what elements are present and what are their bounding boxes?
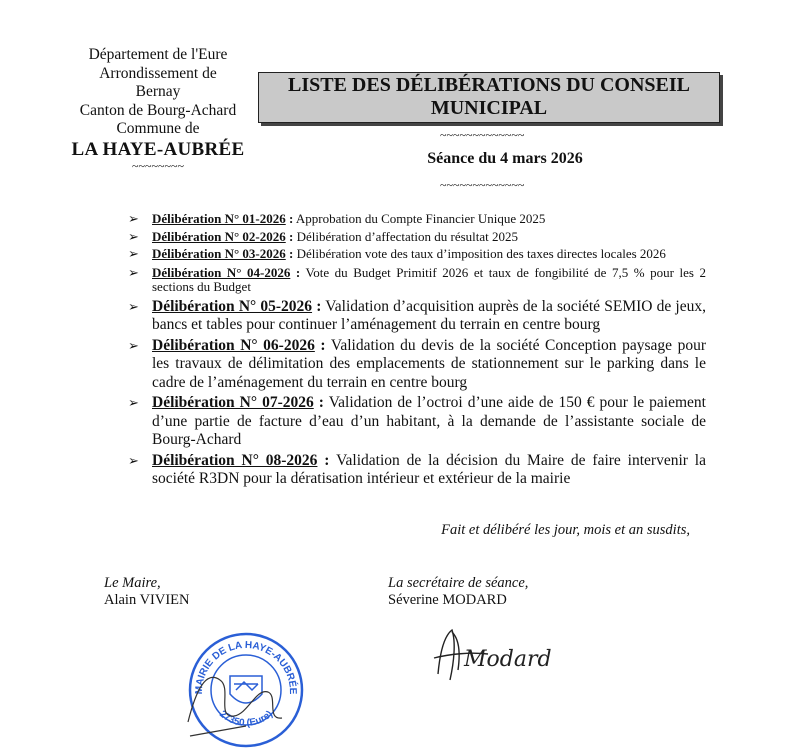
secretary-signatory xyxy=(388,575,528,609)
mayor-name: Alain VIVIEN xyxy=(104,592,190,608)
title-squiggle-divider: ~~~~~~~~~~~~~ xyxy=(440,128,525,142)
separator: : xyxy=(290,264,301,280)
list-item xyxy=(128,266,706,295)
deliberation-text: Validation de la décision du Maire de faire intervenir la société R3DN pour la dératisation intérieur et extérieur de la mairie xyxy=(152,451,706,487)
list-item xyxy=(128,247,706,262)
session-squiggle-divider: ~~~~~~~~~~~~~ xyxy=(440,178,525,192)
coat-of-arms-icon xyxy=(230,676,262,703)
separator: : xyxy=(314,336,326,354)
secretary-name: Séverine MODARD xyxy=(388,592,507,608)
deliberation-number: Délibération N° 06-2026 xyxy=(152,336,315,354)
arrow-bullet-icon: ➢ xyxy=(128,452,139,468)
canton-line: Canton de Bourg-Achard xyxy=(79,101,237,119)
stamp-top-text: MAIRIE DE LA HAYE-AUBRÉE xyxy=(193,639,299,695)
deliberation-number: Délibération N° 01-2026 xyxy=(152,211,286,226)
document-title-box xyxy=(258,72,720,123)
list-item xyxy=(128,298,706,335)
session-date: Séance du 4 mars 2026 xyxy=(427,150,583,167)
arrow-bullet-icon: ➢ xyxy=(128,211,139,226)
deliberation-number: Délibération N° 05-2026 xyxy=(152,297,313,315)
title-line-2: MUNICIPAL xyxy=(430,97,548,119)
commune-name: LA HAYE-AUBRÉE xyxy=(71,138,245,160)
separator: : xyxy=(285,246,294,261)
deliberation-number: Délibération N° 07-2026 xyxy=(152,394,314,411)
deliberation-number: Délibération N° 04-2026 xyxy=(152,264,291,280)
deliberation-number: Délibération N° 03-2026 xyxy=(152,246,286,261)
deliberation-number: Délibération N° 08-2026 xyxy=(152,451,318,469)
deliberation-text: Délibération d’affectation du résultat 2025 xyxy=(296,228,518,244)
closing-formula: Fait et délibéré les jour, mois et an susdits, xyxy=(441,522,690,538)
deliberation-text: Vote du Budget Primitif 2026 et taux de fongibilité de 7,5 % pour les 2 sections du Budget xyxy=(152,264,706,294)
mayor-signatory xyxy=(104,575,190,609)
commune-label: Commune de xyxy=(116,120,200,137)
arrondissement-line: Arrondissement de xyxy=(99,64,217,82)
list-item xyxy=(128,394,706,450)
secretary-signature-icon xyxy=(430,622,552,692)
deliberation-text: Validation du devis de la société Conception paysage pour les travaux de délimitation des emplacements de stationnement sur le parking dans le cadre de l’aménagement du terrain en centre bourg xyxy=(152,336,706,391)
list-item xyxy=(128,230,706,245)
arrow-bullet-icon: ➢ xyxy=(128,337,139,353)
deliberation-text: Délibération vote des taux d’imposition des taxes directes locales 2026 xyxy=(296,246,666,261)
arrondissement-name: Bernay xyxy=(135,83,181,100)
department-line: Département de l'Eure xyxy=(88,46,228,63)
signature-text: Modard xyxy=(464,647,552,672)
list-item xyxy=(128,212,706,227)
deliberation-text: Validation d’acquisition auprès de la société SEMIO de jeux, bancs et tables pour continuer l’aménagement du terrain en centre bourg xyxy=(152,297,706,333)
arrow-bullet-icon: ➢ xyxy=(128,264,139,280)
deliberation-list xyxy=(128,212,706,491)
separator: : xyxy=(312,297,322,315)
title-line-1: LISTE DES DÉLIBÉRATIONS DU CONSEIL xyxy=(288,74,690,96)
mairie-stamp-icon xyxy=(186,630,306,750)
separator: : xyxy=(313,394,324,411)
header-squiggle-divider: ~~~~~~~~ xyxy=(132,159,184,173)
separator: : xyxy=(317,451,330,469)
arrow-bullet-icon: ➢ xyxy=(128,298,139,314)
deliberation-text: Validation de l’octroi d’une aide de 150 € pour le paiement d’une partie de facture d’eau d’un habitant, à la demande de l’assistante sociale de Bourg-Achard xyxy=(152,394,706,448)
secretary-role: La secrétaire de séance, xyxy=(388,575,529,591)
deliberation-number: Délibération N° 02-2026 xyxy=(152,228,286,244)
mayor-role: Le Maire, xyxy=(104,575,161,591)
arrow-bullet-icon: ➢ xyxy=(128,395,139,410)
list-item xyxy=(128,452,706,489)
arrow-bullet-icon: ➢ xyxy=(128,246,139,261)
arrow-bullet-icon: ➢ xyxy=(128,228,139,244)
deliberation-text: Approbation du Compte Financier Unique 2025 xyxy=(295,211,546,226)
stamp-bottom-text: 27350 (Eure) xyxy=(217,708,275,729)
admin-header xyxy=(50,46,266,173)
separator: : xyxy=(285,211,294,226)
separator: : xyxy=(285,228,294,244)
list-item xyxy=(128,337,706,393)
